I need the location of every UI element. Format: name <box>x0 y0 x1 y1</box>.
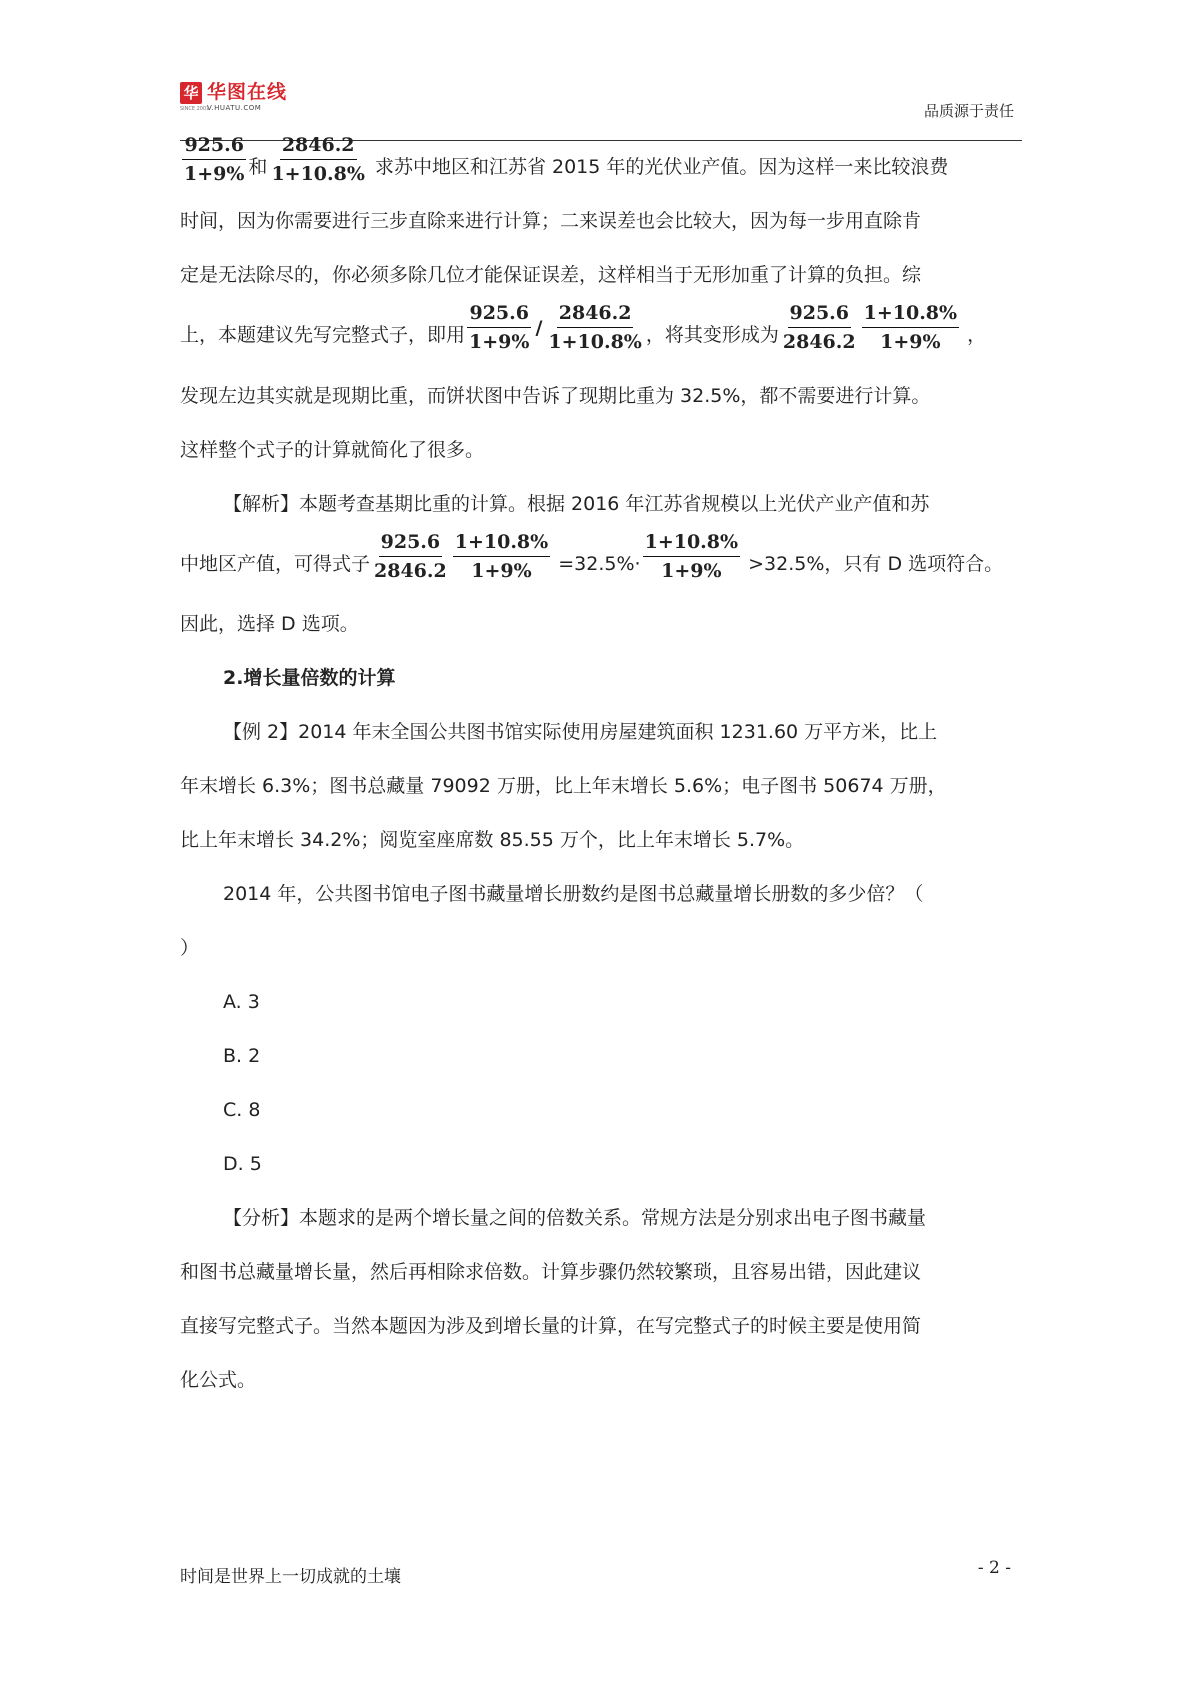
paragraph-line: 定是无法除尽的，你必须多除几位才能保证误差，这样相当于无形加重了计算的负担。综 <box>180 264 922 286</box>
fraction: $\frac{2846.2}{1+10.8\%}$ <box>548 302 642 353</box>
question-line: 2014 年，公共图书馆电子图书藏量增长册数约是图书总藏量增长册数的多少倍？（ <box>223 882 924 905</box>
fraction: $\frac{2846.2}{1+10.8\%}$ <box>271 134 365 185</box>
question-line: ） <box>180 936 200 959</box>
fraction: $\frac{925.6}{1+9\%}$ <box>469 302 530 353</box>
fraction: $\frac{925.6}{2846.2}$ <box>374 530 447 582</box>
logo-url: V.HUATU.COM <box>207 104 262 112</box>
section-title: 2.增长量倍数的计算 <box>223 666 396 689</box>
footer-motto: 时间是世界上一切成就的土壤 <box>180 1567 401 1587</box>
paragraph-line: 【例 2】2014 年末全国公共图书馆实际使用房屋建筑面积 1231.60 万平方米，比上 <box>223 720 938 743</box>
option-c: C. 8 <box>223 1098 261 1121</box>
paragraph-line: 因此，选择 D 选项。 <box>180 612 359 635</box>
paragraph-line: 比上年末增长 34.2%；阅览室座席数 85.55 万个，比上年末增长 5.7%。 <box>180 828 805 851</box>
paragraph-line: 这样整个式子的计算就简化了很多。 <box>180 438 485 461</box>
paragraph-line: 上，本题建议先写完整式子，即用 $\frac{925.6}{1+9\%}$ / $\frac{2846.2}{1+10.8\%}$ ，将其变形成为 $\frac{925.6}{2846.2}$ $\frac{1+10.8\%}{1+9\%}$ ， <box>180 302 987 353</box>
option-d: D. 5 <box>223 1152 262 1175</box>
option-a: A. 3 <box>223 990 260 1013</box>
logo-mark-icon: 华 <box>180 82 202 104</box>
paragraph-line: 年末增长 6.3%；图书总藏量 79092 万册，比上年末增长 5.6%；电子图书 50674 万册， <box>180 774 947 797</box>
paragraph-line: 直接写完整式子。当然本题因为涉及到增长量的计算，在写完整式子的时候主要是使用简 <box>180 1314 922 1337</box>
page-number: - 2 - <box>977 1558 1011 1578</box>
paragraph-line: 发现左边其实就是现期比重，而饼状图中告诉了现期比重为 32.5%，都不需要进行计算。 <box>180 384 931 407</box>
paragraph-line: 和图书总藏量增长量，然后再相除求倍数。计算步骤仍然较繁琐，且容易出错，因此建议 <box>180 1260 922 1283</box>
divide-sign: / <box>535 316 543 339</box>
paragraph-line: 【解析】本题考查基期比重的计算。根据 2016 年江苏省规模以上光伏产业产值和苏 <box>223 492 930 515</box>
paragraph-line: 【分析】本题求的是两个增长量之间的倍数关系。常规方法是分别求出电子图书藏量 <box>223 1206 927 1229</box>
fraction: $\frac{925.6}{1+9\%}$ <box>184 134 245 185</box>
fraction: $\frac{1+10.8\%}{1+9\%}$ <box>454 530 549 582</box>
paragraph-line: 化公式。 <box>180 1368 257 1391</box>
header-slogan: 品质源于责任 <box>923 102 1014 120</box>
fraction: $\frac{925.6}{2846.2}$ <box>782 302 856 353</box>
huatu-logo <box>180 82 287 122</box>
fraction: $\frac{1+10.8\%}{1+9\%}$ <box>644 530 739 582</box>
paragraph-line: 时间，因为你需要进行三步直除来进行计算；二来误差也会比较大，因为每一步用直除肯 <box>180 210 922 232</box>
paragraph-line: 中地区产值，可得式子 $\frac{925.6}{2846.2}$ $\frac{1+10.8\%}{1+9\%}$ =32.5%· $\frac{1+10.8\%}{1+9\%}$ >32.5%，只有 D 选项符合。 <box>180 530 1004 582</box>
logo-text <box>207 82 287 112</box>
fraction: $\frac{1+10.8\%}{1+9\%}$ <box>863 302 958 353</box>
logo-name: 华图在线 <box>207 81 288 103</box>
paragraph-line: $\frac{925.6}{1+9\%}$ 和 $\frac{2846.2}{1+10.8\%}$ 求苏中地区和江苏省 2015 年的光伏业产值。因为这样一来比较浪费 <box>184 134 949 185</box>
logo-since: SINCE 2001 <box>180 106 210 112</box>
option-b: B. 2 <box>223 1044 261 1067</box>
page-body <box>180 134 1020 1407</box>
